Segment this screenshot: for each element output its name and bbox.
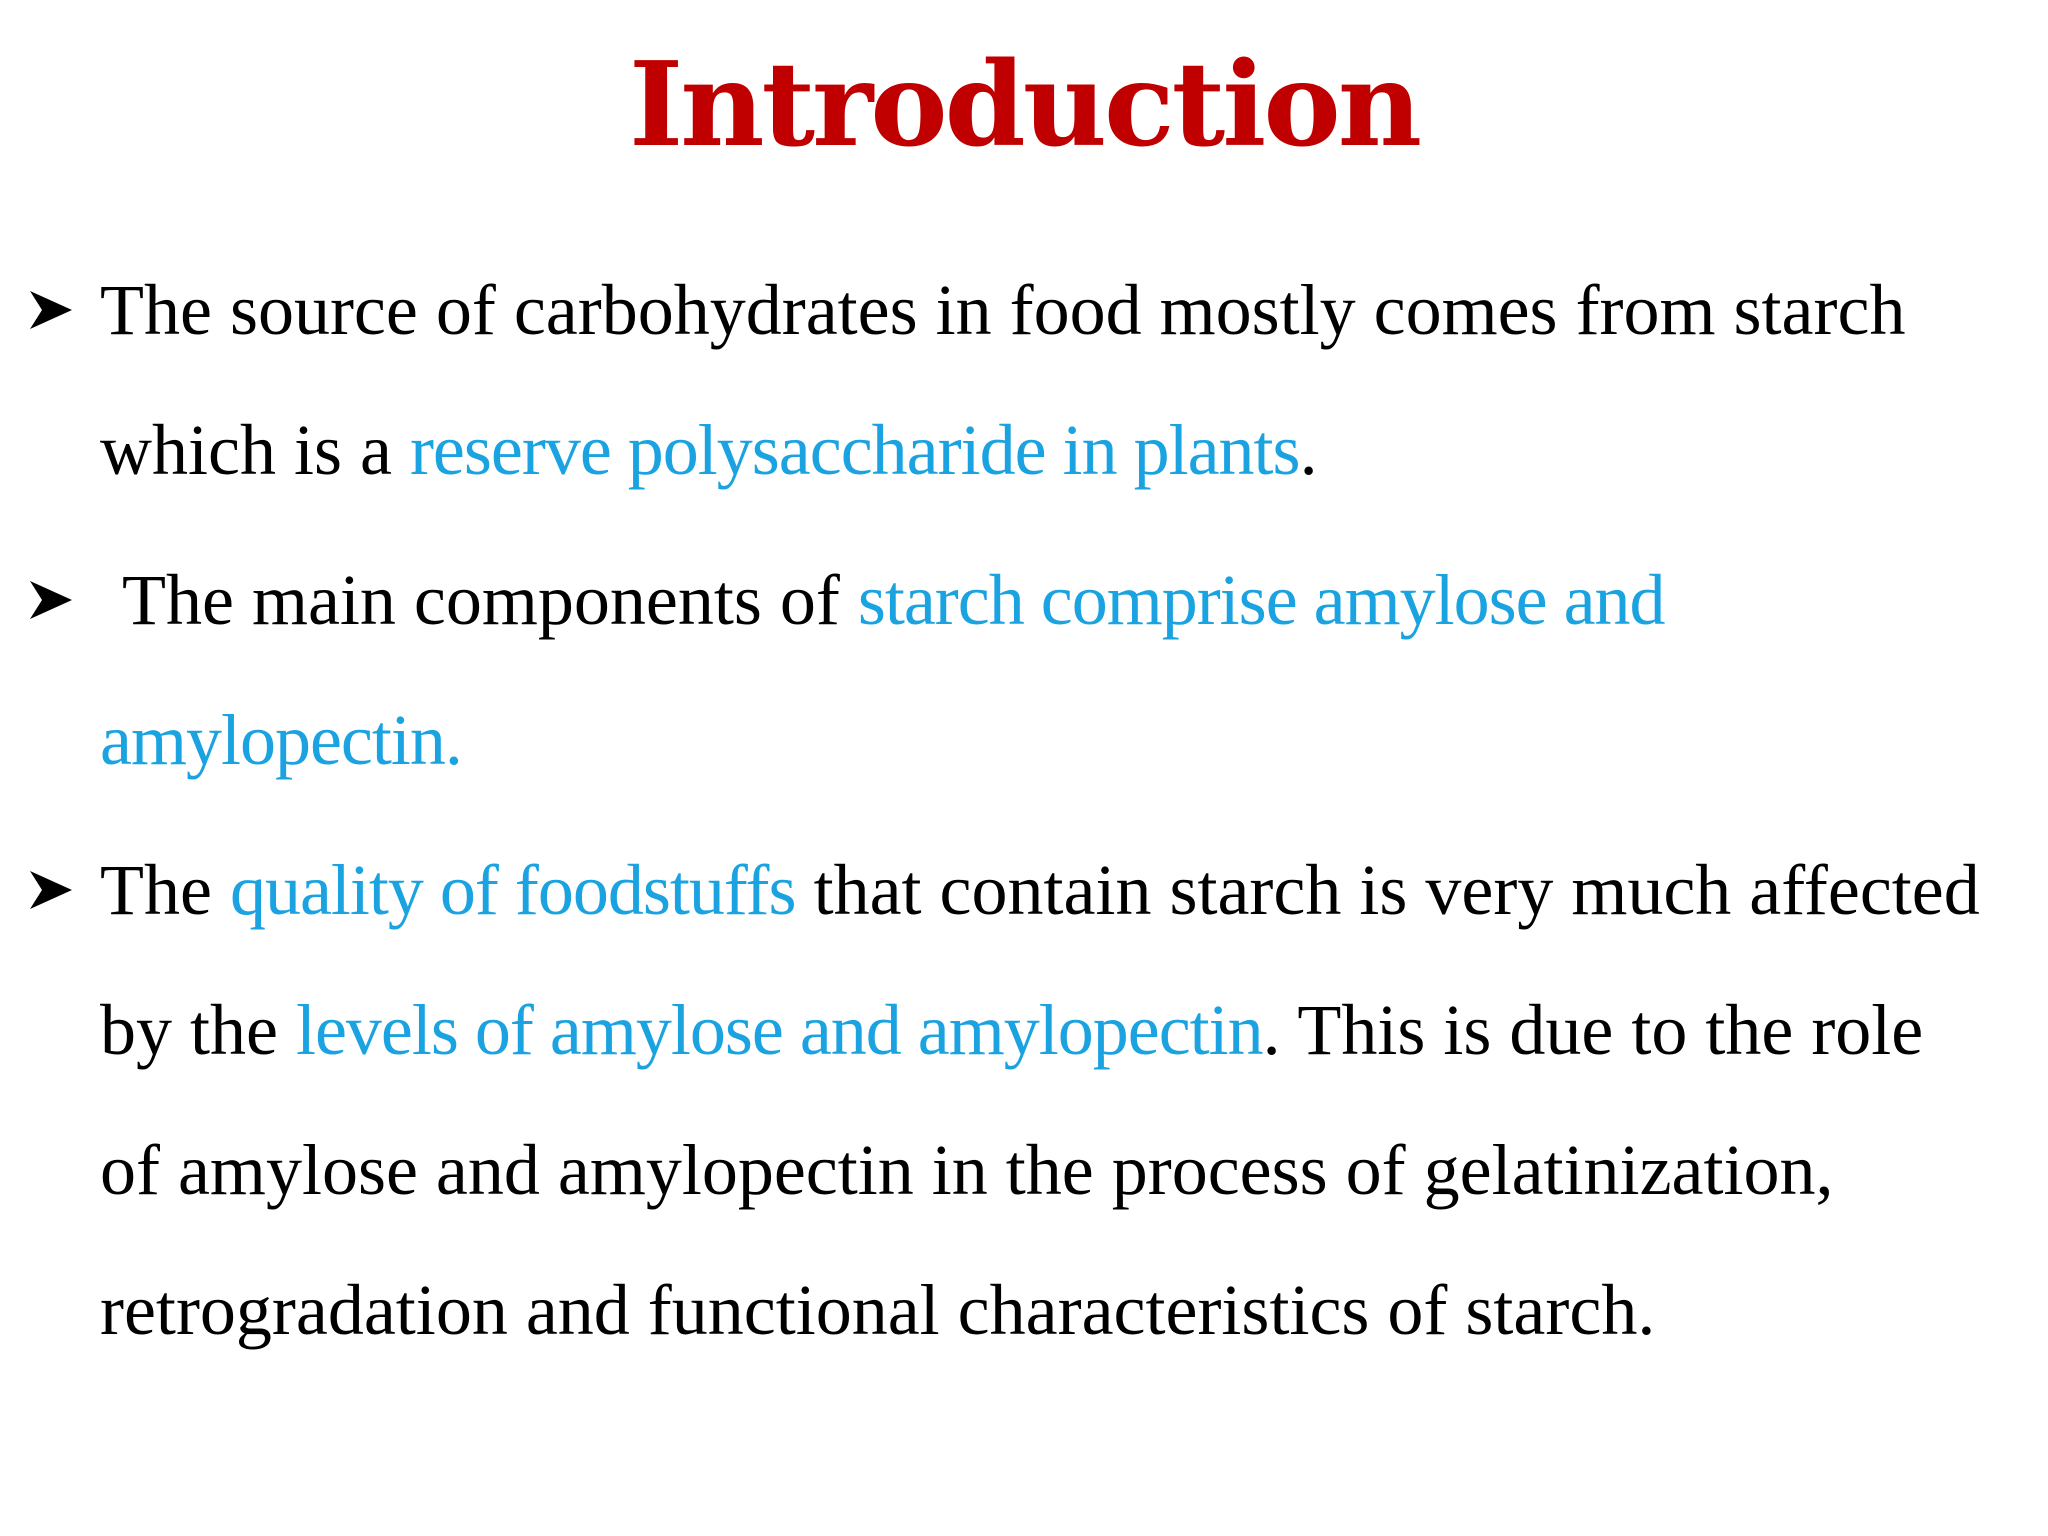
right-arrow-bullet-icon bbox=[22, 240, 80, 380]
bullet-text: The main components of bbox=[122, 560, 858, 640]
bullet-text: that contain starch is very much affected by the bbox=[100, 850, 1980, 1070]
highlighted-text: quality of foodstuffs bbox=[229, 850, 796, 930]
highlighted-text: levels of amylose and amylopectin bbox=[295, 990, 1263, 1070]
bullet-item bbox=[100, 820, 1988, 1380]
highlighted-text: reserve polysaccharide in plants bbox=[409, 410, 1300, 490]
highlighted-text: starch comprise amylose and amylopectin. bbox=[100, 560, 1665, 780]
right-arrow-bullet-icon bbox=[22, 820, 80, 960]
slide-title: Introduction bbox=[628, 37, 1420, 173]
bullet-text: The source of carbohydrates in food mostly comes from starch which is a bbox=[100, 270, 1906, 490]
bullet-text: . bbox=[1299, 410, 1318, 490]
bullet-item bbox=[100, 530, 1988, 810]
bullet-text: The bbox=[100, 850, 230, 930]
bullet-item bbox=[100, 240, 1988, 520]
bullet-list bbox=[0, 240, 2048, 1390]
bullet-text: . This is due to the role of amylose and amylopectin in the process of gelatinization, retrogradation and functional characteristics of starch. bbox=[100, 990, 1924, 1350]
right-arrow-bullet-icon bbox=[22, 530, 80, 670]
